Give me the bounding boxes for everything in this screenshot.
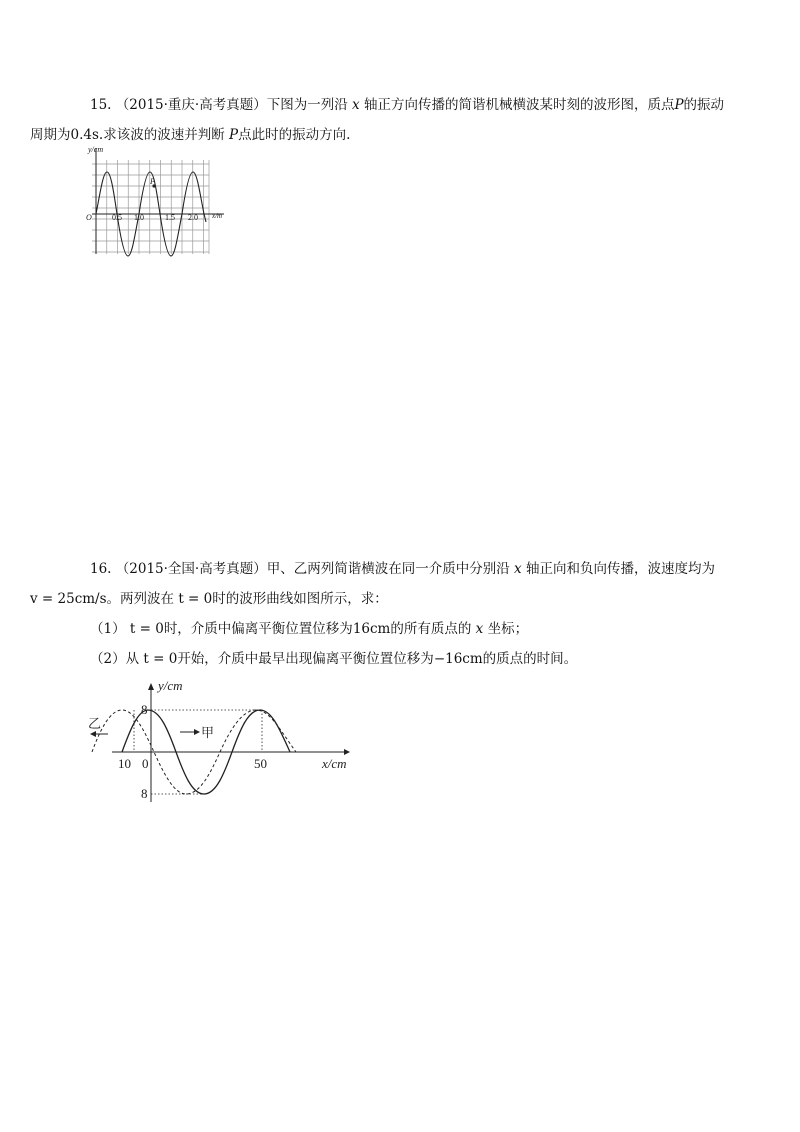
variable-x: x xyxy=(475,621,484,637)
tick-50-label: 50 xyxy=(254,756,267,771)
variable-p: P xyxy=(229,127,239,143)
point-p-label: P xyxy=(150,177,155,186)
question-text: 。两列波在 xyxy=(106,591,175,607)
tick-label: 0.5 xyxy=(112,213,122,222)
question-text: 轴正方向传播的简谐机械横波某时刻的波形图，质点 xyxy=(363,97,675,113)
y-axis-label: y/cm xyxy=(88,145,104,154)
amplitude-bottom-label: 8 xyxy=(141,786,148,801)
question-number: 15. xyxy=(90,97,112,113)
y-axis-label: y/cm xyxy=(158,678,183,693)
amplitude-top-label: 8 xyxy=(141,702,148,717)
wave-jia-label: 甲 xyxy=(201,725,215,740)
question-text: 轴正向和负向传播，波速度均为 xyxy=(525,561,715,577)
tick-label: 1.5 xyxy=(165,213,175,222)
question-16 xyxy=(30,554,750,674)
time-var: t = 0 xyxy=(178,591,213,607)
question-text: 坐标； xyxy=(487,621,529,637)
question-text: 的质点的时间。 xyxy=(482,651,578,667)
tick-0-label: 0 xyxy=(142,756,149,771)
question-text: 点此时的振动方向. xyxy=(238,127,351,143)
variable-x: x xyxy=(352,97,360,113)
tick-10-label: 10 xyxy=(118,756,131,771)
y-axis-arrow xyxy=(148,683,154,690)
time-var: t = 0 xyxy=(129,621,164,637)
part-1 xyxy=(60,614,750,644)
question-15 xyxy=(30,90,750,150)
question-text: 周期为0.4s.求该波的波速并判断 xyxy=(30,127,225,143)
jia-arrowhead xyxy=(194,729,200,735)
question-number: 16. xyxy=(90,561,112,577)
wave-yi-label: 乙 xyxy=(88,716,102,731)
x-axis-arrow xyxy=(344,749,350,755)
question-text: 开始，介质中最早出现偏离平衡位置位移为 xyxy=(177,651,434,667)
yi-arrowhead xyxy=(90,731,96,737)
variable-x: x xyxy=(514,561,522,577)
tick-label: 2.0 xyxy=(188,213,198,222)
question-16-line-2 xyxy=(30,584,750,614)
part-label: （1） xyxy=(90,621,126,637)
question-text: 时，介质中偏离平衡位置位移为 xyxy=(163,621,353,637)
x-axis-label: x/m xyxy=(212,212,223,220)
question-text: 下图为一列沿 xyxy=(266,97,348,113)
x-axis-label: x/cm xyxy=(322,756,347,771)
wave-speed: v = 25cm/s xyxy=(30,591,107,607)
question-text: 甲、乙两列简谐横波在同一介质中分别沿 xyxy=(266,561,510,577)
question-text: 的所有质点的 xyxy=(390,621,472,637)
wave-graph-15 xyxy=(84,142,244,262)
question-text: 的振动 xyxy=(683,97,725,113)
question-15-line-1 xyxy=(60,90,750,120)
variable-p: P xyxy=(674,97,684,113)
part-label: （2）从 xyxy=(90,651,140,667)
time-var: t = 0 xyxy=(143,651,178,667)
question-source: （2015·重庆·高考真题） xyxy=(115,97,267,113)
value: −16cm xyxy=(433,651,483,667)
wave-graph-16 xyxy=(82,670,362,810)
question-16-line-1 xyxy=(60,554,750,584)
value: 16cm xyxy=(352,621,391,637)
tick-label: 1.0 xyxy=(134,213,144,222)
origin-label: O xyxy=(86,213,92,222)
question-source: （2015·全国·高考真题） xyxy=(115,561,267,577)
question-text: 时的波形曲线如图所示，求： xyxy=(212,591,388,607)
